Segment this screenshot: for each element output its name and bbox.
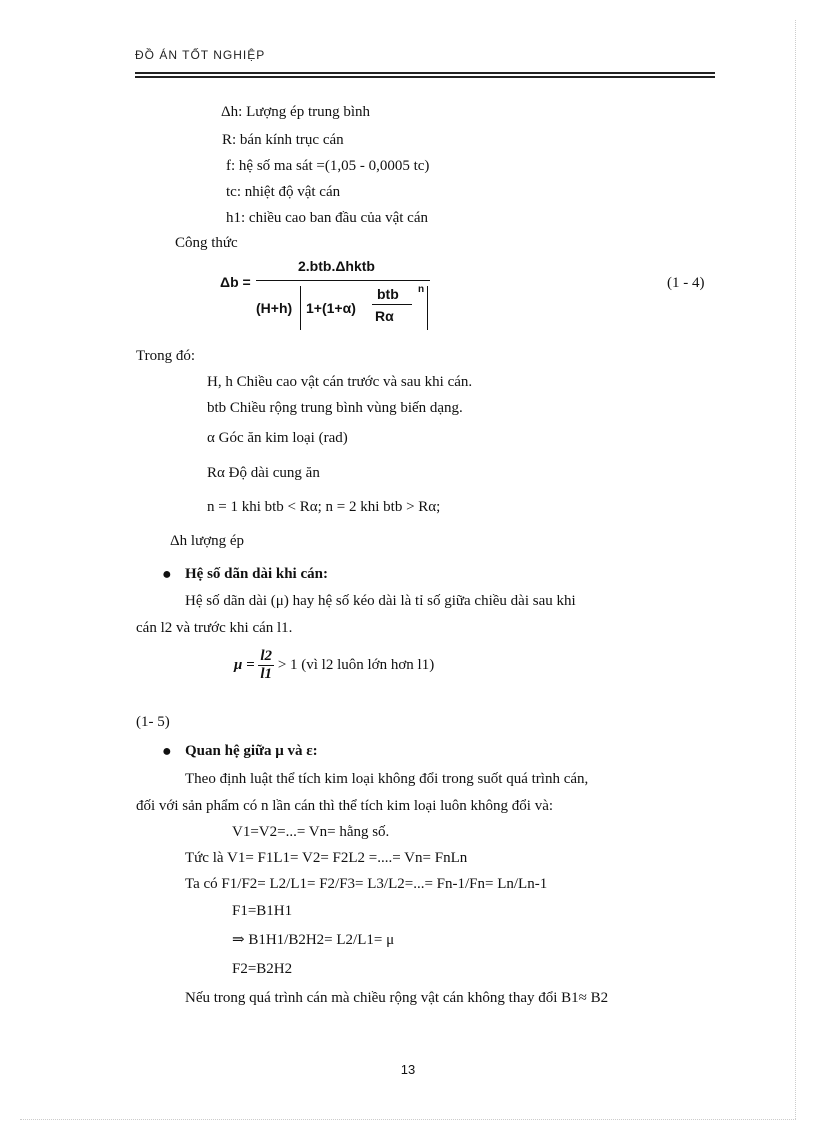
eq-f1: F1=B1H1 [232,903,293,919]
page-number: 13 [400,1062,416,1077]
paragraph-elongation-1: Hệ số dãn dài (μ) hay hệ số kéo dài là tỉ số giữa chiều dài sau khi [185,593,576,609]
formula-mu-rhs: > 1 (vì l2 luôn lớn hơn l1) [277,657,435,673]
formula-den-l1: l1 [260,666,273,682]
formula-inner-num: btb [377,286,399,302]
paragraph-relation-1: Theo định luật thể tích kim loại không đổi trong suốt quá trình cán, [185,771,589,787]
def-delta-h: Δh: Lượng ép trung bình [221,104,371,120]
bullet-icon: ● [162,566,172,583]
def-alpha: α Góc ăn kim loại (rad) [207,430,348,446]
def-f: f: hệ số ma sát =(1,05 - 0,0005 tc) [226,158,430,174]
formula-lhs: Δb = [220,274,251,290]
page-edge-right [795,20,796,1119]
eq-f2: F2=B2H2 [232,961,293,977]
running-header: ĐỒ ÁN TỐT NGHIỆP [135,48,266,62]
paragraph-relation-2: đối với sản phẩm có n lần cán thì thể tích kim loại luôn không đổi và: [136,798,554,814]
where-label: Trong đó: [136,348,196,364]
formula-den-left: (H+h) [256,300,293,316]
def-delta-h-2: Δh lượng ép [170,533,245,549]
paragraph-width-constant: Nếu trong quá trình cán mà chiều rộng vật cán không thay đổi B1≈ B2 [185,990,609,1006]
def-tc: tc: nhiệt độ vật cán [226,184,341,200]
def-hh: H, h Chiều cao vật cán trước và sau khi cán. [207,374,473,390]
eq-ratios: Ta có F1/F2= L2/L1= F2/F3= L3/L2=...= Fn-1/Fn= Ln/Ln-1 [185,876,548,892]
eq-volume-products: Tức là V1= F1L1= V2= F2L2 =....= Vn= FnLn [185,850,468,866]
formula-mu-lhs: μ = [234,657,255,673]
formula-intro: Công thức [175,235,238,251]
formula-numerator: 2.btb.Δhktb [298,258,375,274]
formula-l2-over-l1 [258,648,274,683]
section-title-relation: Quan hệ giữa μ và ε: [185,743,318,759]
formula-inner-den: Rα [375,308,394,324]
def-n: n = 1 khi btb < Rα; n = 2 khi btb > Rα; [207,499,441,515]
formula-inner-bar [372,304,412,305]
formula-1-5 [234,648,434,683]
formula-1-5-label: (1- 5) [136,714,170,730]
def-btb: btb Chiều rộng trung bình vùng biến dạng. [207,400,463,416]
def-ralpha: Rα Độ dài cung ăn [207,465,320,481]
header-rule-bottom [135,76,715,78]
formula-exponent: n [418,284,425,295]
bullet-icon: ● [162,743,172,760]
eq-implies-mu: ⇒ B1H1/B2H2= L2/L1= μ [232,932,395,948]
eq-volume-constant: V1=V2=...= Vn= hằng số. [232,824,390,840]
formula-num-l2: l2 [260,648,273,664]
section-title-elongation: Hệ số dãn dài khi cán: [185,566,328,582]
formula-den-mid: 1+(1+α) [306,300,356,316]
def-h1: h1: chiều cao ban đầu của vật cán [226,210,428,226]
paragraph-elongation-2: cán l2 và trước khi cán l1. [136,620,293,636]
formula-fraction-bar [256,280,430,281]
def-r: R: bán kính trục cán [222,132,344,148]
formula-1-4-label: (1 - 4) [667,275,705,291]
page-edge-bottom [20,1119,796,1120]
header-rule-top [135,72,715,74]
